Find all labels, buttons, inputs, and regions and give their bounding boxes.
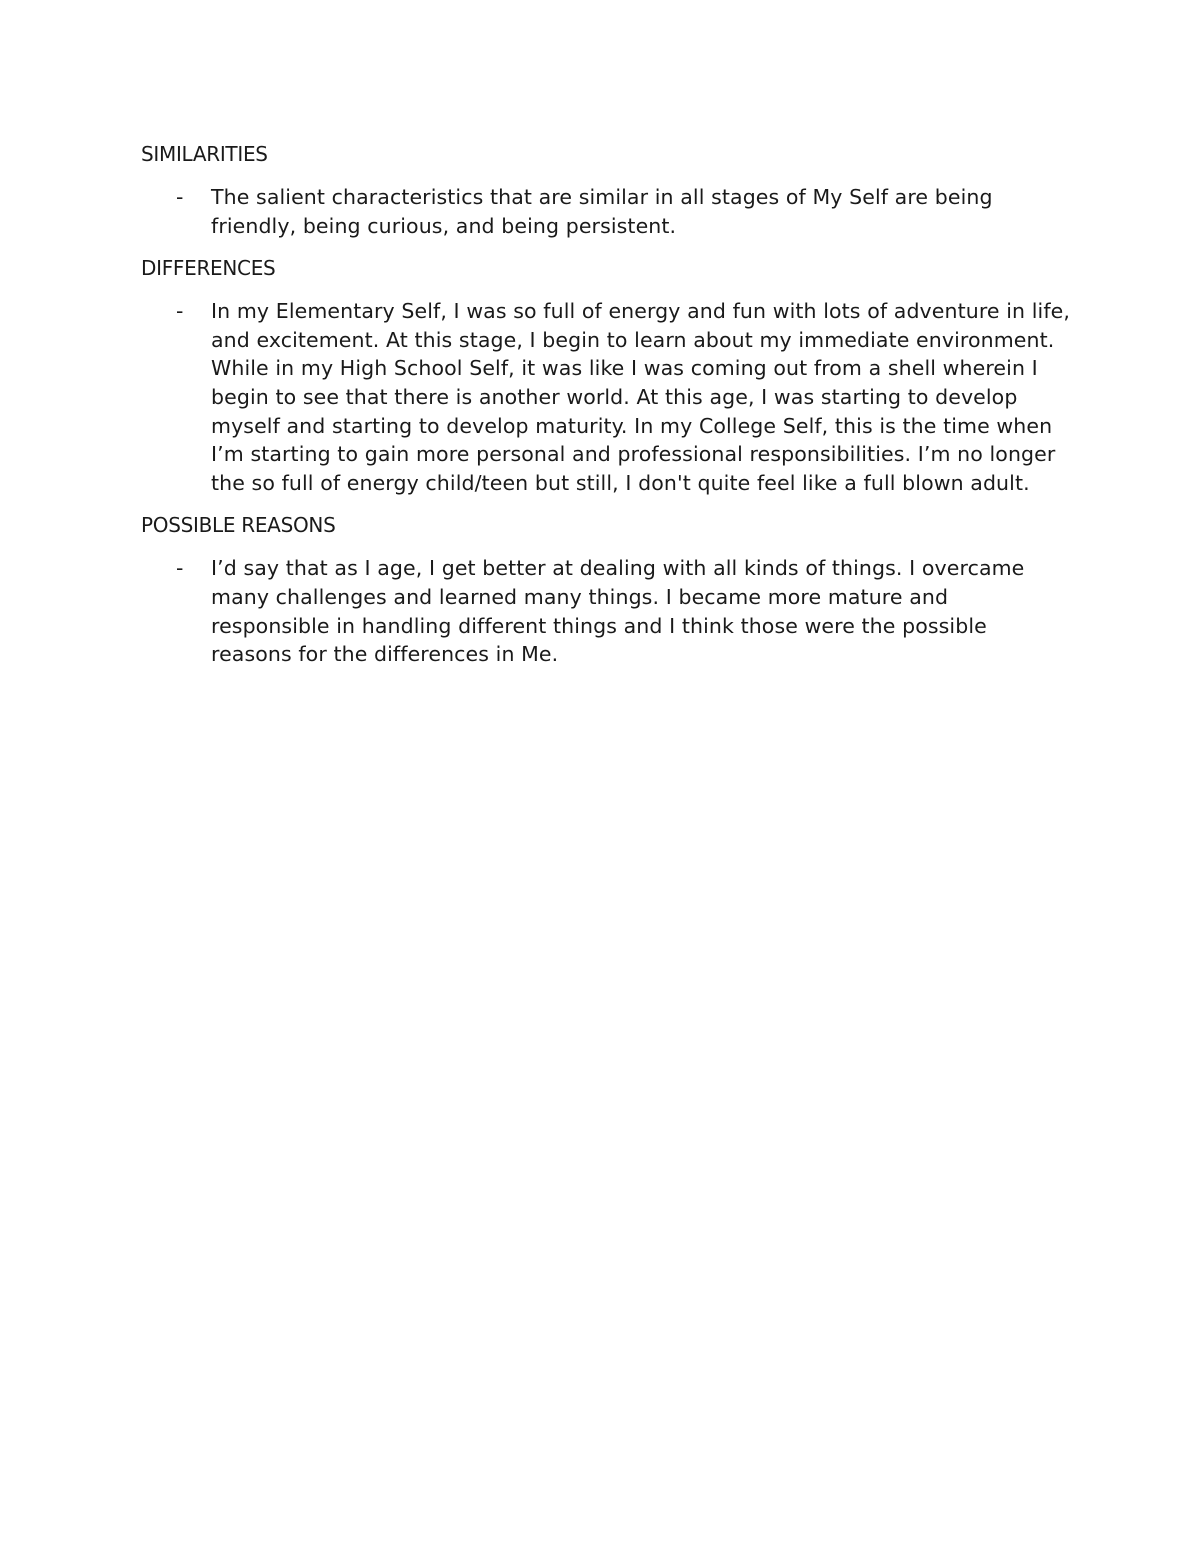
bullet-text: In my Elementary Self, I was so full of energy and fun with lots of adventure in life, and excitement. At this stage, I begin to learn about my immediate environment. While in my High School Self, it was like I was coming out from a shell wherein I begin to see that there is another world. At this age, I was starting to develop myself and starting to develop maturity. In my College Self, this is the time when I’m starting to gain more personal and professional responsibilities. I’m no longer the so full of energy child/teen but still, I don't quite feel like a full blown adult. [211,299,1070,495]
bullet-dash: - [176,556,184,581]
section-heading: SIMILARITIES [141,142,268,166]
section-differences [141,254,1071,497]
bullet-item [141,297,1071,497]
bullet-text: The salient characteristics that are similar in all stages of My Self are being friendly, being curious, and being persistent. [211,185,993,238]
section-heading: POSSIBLE REASONS [141,513,336,538]
section-heading: DIFFERENCES [141,256,276,281]
bullet-text: I’d say that as I age, I get better at dealing with all kinds of things. I overcame many challenges and learned many things. I became more mature and responsible in handling different things and I think those were the possible reasons for the differences in Me. [211,556,1025,667]
bullet-item [141,183,1071,240]
document-body [141,140,1071,683]
bullet-item [141,554,1071,668]
bullet-dash: - [176,299,184,324]
section-similarities [141,140,1071,240]
section-possible-reasons [141,511,1071,668]
bullet-dash: - [176,185,184,209]
